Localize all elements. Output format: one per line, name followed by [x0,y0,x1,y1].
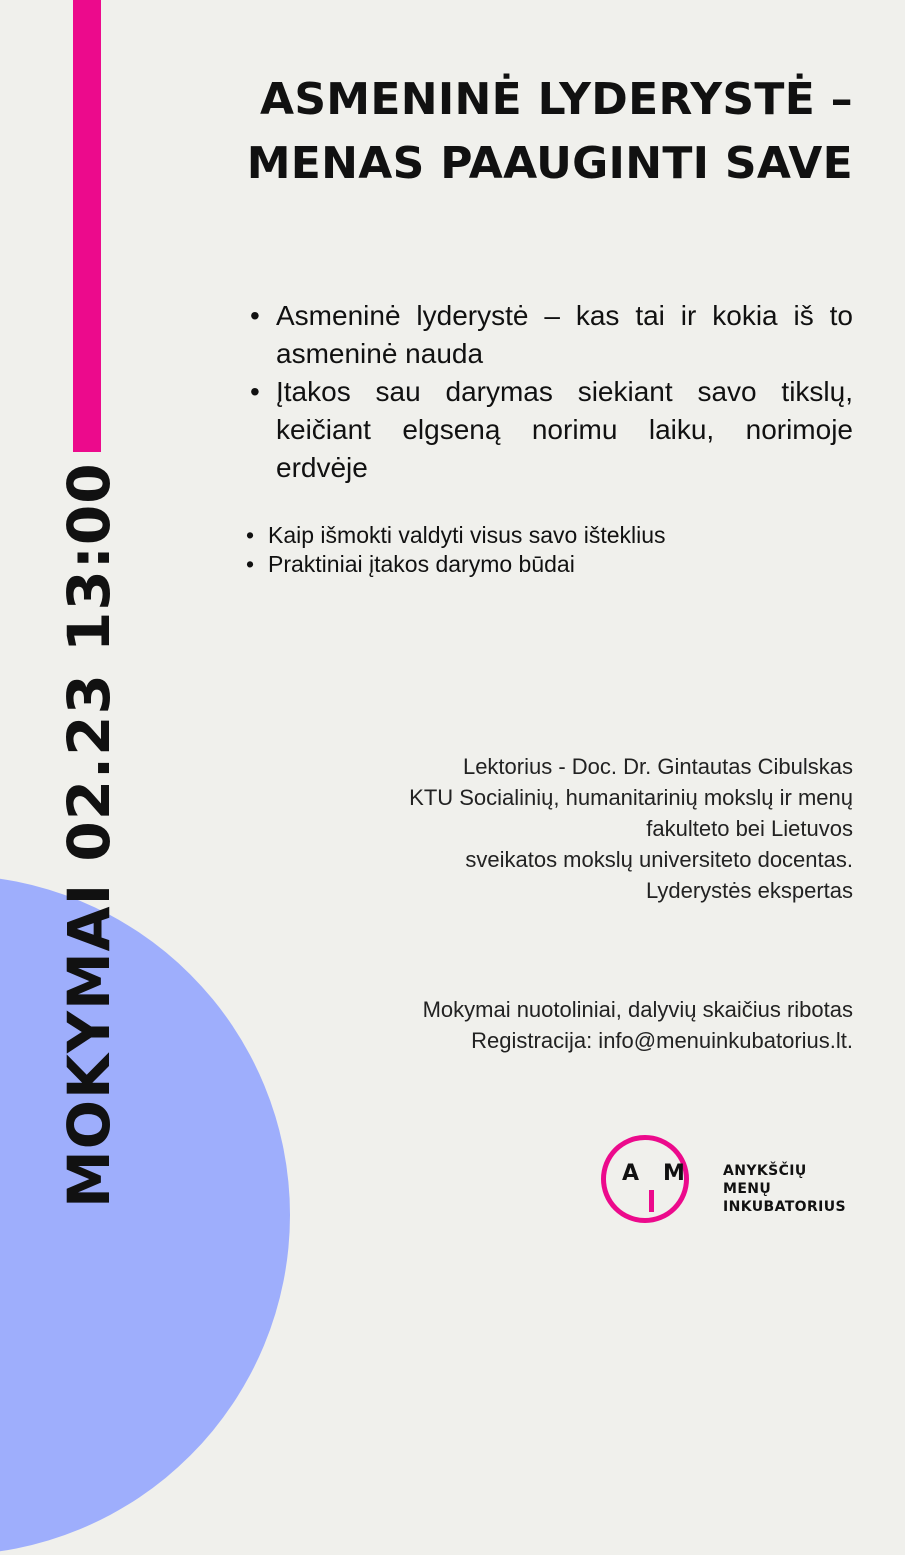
blue-circle-decoration [0,875,290,1555]
registration-info [253,994,853,1056]
logo-letter-i-bar [649,1190,654,1212]
logo-letter-a: A [622,1161,640,1186]
lecturer-line: Lektorius - Doc. Dr. Gintautas Cibulskas [462,754,853,779]
list-item: • Praktiniai įtakos darymo būdai [246,550,866,579]
logo-letter-m: M [663,1161,685,1186]
lecturer-line: KTU Socialinių, humanitarinių mokslų ir menų [409,785,853,810]
page-title [213,68,853,196]
main-points-list [250,297,853,487]
title-line-1: ASMENINĖ LYDERYSTĖ – [259,74,853,125]
logo-word: ANYKŠČIŲ [723,1163,807,1179]
logo-wordmark [723,1162,846,1216]
side-banner: MOKYMAI 02.23 13:00 [55,462,123,1208]
title-line-2: MENAS PAAUGINTI SAVE [246,138,853,189]
list-item: • Asmeninė lyderystė – kas tai ir kokia iš to asmeninė nauda [250,297,853,373]
pink-accent-bar [73,0,101,452]
lecturer-line: Lyderystės ekspertas [645,878,853,903]
lecturer-info [253,751,853,906]
lecturer-line: sveikatos mokslų universiteto docentas. [465,847,853,872]
format-note: Mokymai nuotoliniai, dalyvių skaičius ribotas [422,997,853,1022]
list-item: • Įtakos sau darymas siekiant savo tikslų, keičiant elgseną norimu laiku, norimoje erdvėje [250,373,853,487]
lecturer-line: fakulteto bei Lietuvos [646,816,853,841]
registration-line: Registracija: info@menuinkubatorius.lt. [471,1028,853,1053]
sub-points-list [246,521,866,579]
logo-word: MENŲ [723,1181,772,1197]
list-item: • Kaip išmokti valdyti visus savo išteklius [246,521,866,550]
logo-word: INKUBATORIUS [723,1199,847,1215]
